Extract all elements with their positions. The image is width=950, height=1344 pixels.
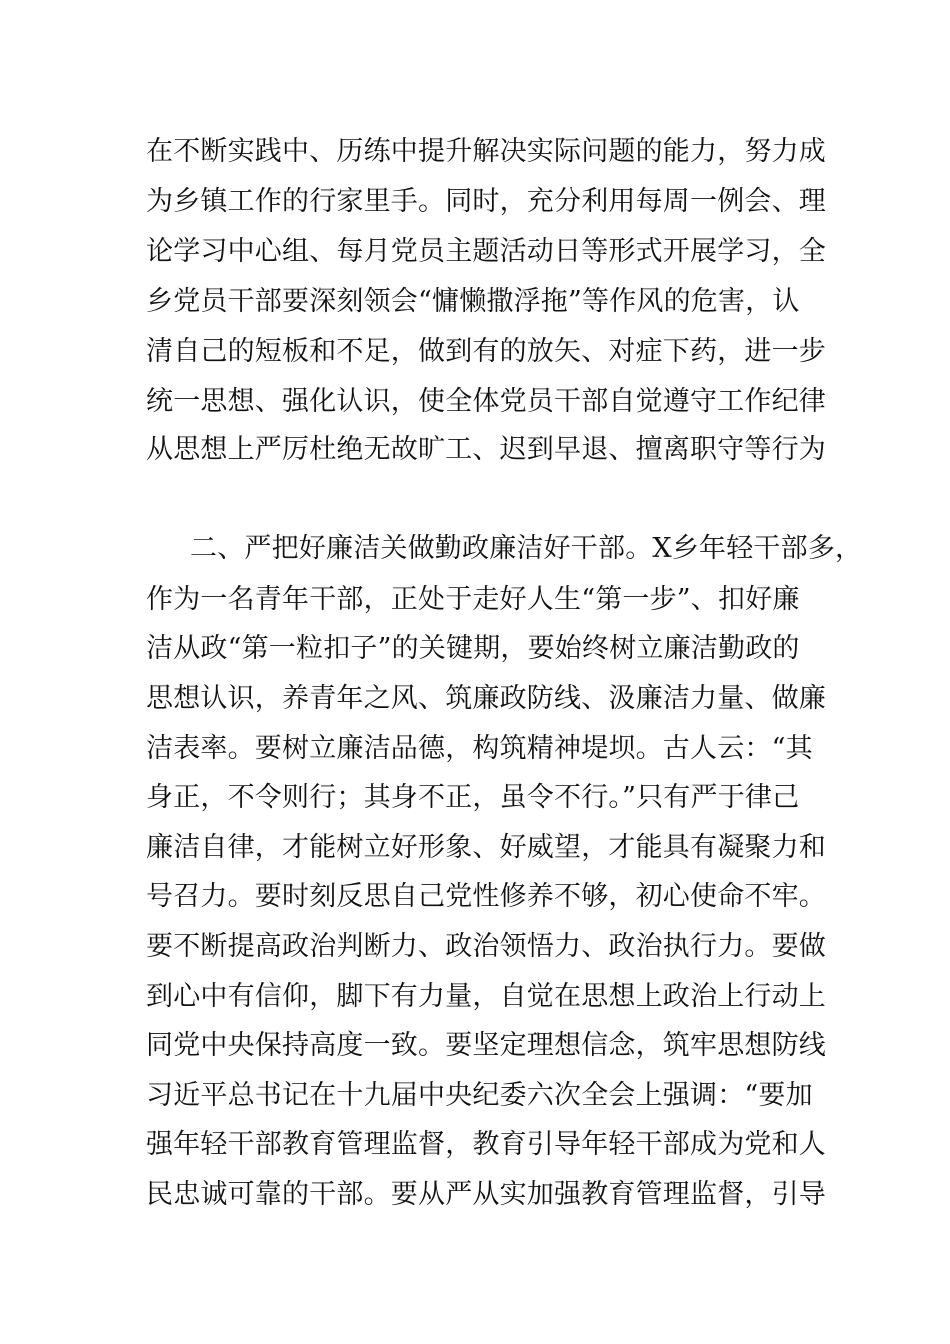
paragraph1-line: 在不断实践中、历练中提升解决实际问题的能力，努力成 [146,136,826,167]
paragraph1-line: 论学习中心组、每月党员主题活动日等形式开展学习，全 [146,236,826,267]
paragraph2-line: 强年轻干部教育管理监督，教育引导年轻干部成为党和人 [146,1129,826,1160]
paragraph1-line: 为乡镇工作的行家里手。同时，充分利用每周一例会、理 [146,186,826,217]
paragraph2-line: 身正，不令则行；其身不正，虽令不行。”只有严于律己 [146,782,800,813]
paragraph2-line: 要不断提高政治判断力、政治领悟力、政治执行力。要做 [146,931,826,962]
paragraph2-line: 同党中央保持高度一致。要坚定理想信念，筑牢思想防线 [146,1030,826,1061]
paragraph2-line: 作为一名青年干部，正处于走好人生“第一步”、扣好廉 [146,584,800,615]
paragraph2-line: 思想认识，养青年之风、筑廉政防线、汲廉洁力量、做廉 [146,683,826,714]
paragraph2-line: 号召力。要时刻反思自己党性修养不够，初心使命不牢。 [146,881,826,912]
paragraph2-line: 民忠诚可靠的干部。要从严从实加强教育管理监督，引导 [146,1179,826,1210]
paragraph1-line: 乡党员干部要深刻领会“慵懒撒浮拖”等作风的危害，认 [146,286,800,317]
paragraph2-line: 洁表率。要树立廉洁品德，构筑精神堤坝。古人云：“其 [146,733,813,764]
paragraph2-heading-line: 二、严把好廉洁关做勤政廉洁好干部。X乡年轻干部多， [190,533,863,564]
paragraph1-line: 统一思想、强化认识，使全体党员干部自觉遵守工作纪律 [146,386,826,417]
paragraph2-line: 到心中有信仰，脚下有力量，自觉在思想上政治上行动上 [146,981,826,1012]
paragraph2-line: 习近平总书记在十九届中央纪委六次全会上强调：“要加 [146,1080,813,1111]
paragraph1-line: 清自己的短板和不足，做到有的放矢、对症下药，进一步 [146,336,826,367]
paragraph1-line: 从思想上严厉杜绝无故旷工、迟到早退、擅离职守等行为 [146,434,826,465]
paragraph2-line: 洁从政“第一粒扣子”的关键期，要始终树立廉洁勤政的 [146,633,800,664]
paragraph2-line: 廉洁自律，才能树立好形象、好威望，才能具有凝聚力和 [146,832,826,863]
